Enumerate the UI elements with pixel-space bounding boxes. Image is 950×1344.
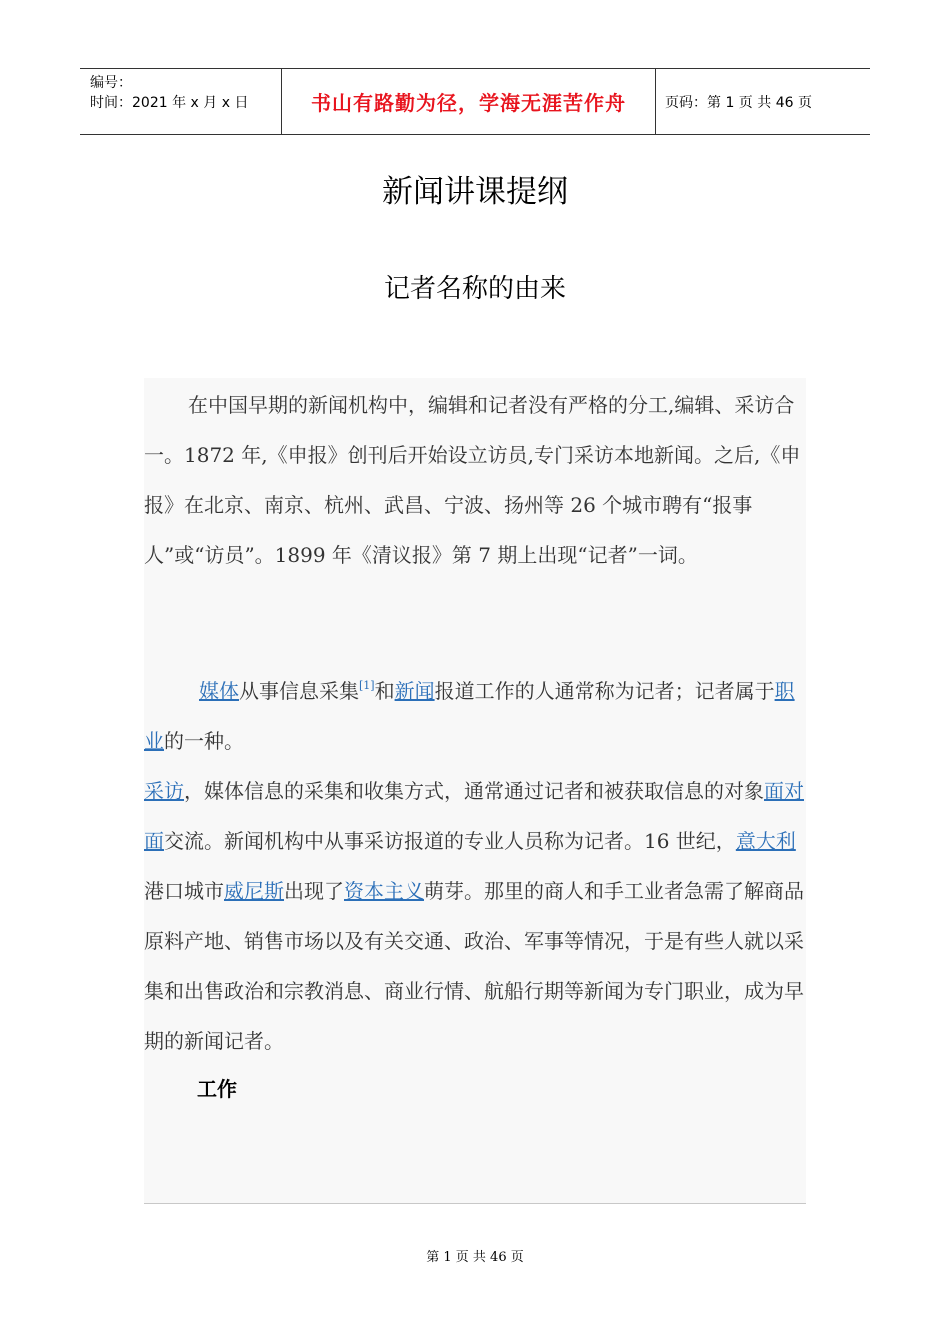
link-media[interactable]: 媒体	[199, 679, 239, 703]
paragraph-definition	[144, 666, 806, 766]
time-label: 时间：2021 年 x 月 x 日	[90, 95, 249, 111]
text-segment: 报道工作的人通常称为记者；记者属于	[434, 679, 775, 703]
header-meta	[80, 69, 282, 134]
reference-marker[interactable]: [1]	[359, 679, 375, 692]
header-page-info: 页码：第 1 页 共 46 页	[665, 94, 812, 111]
text-segment: 萌芽。那里的商人和手工业者急需了解商品原料产地、销售市场以及有关交通、政治、军事等情况，于是有些人就以采集和出售政治和宗教消息、商业行情、航船行期等新闻为专门职业，成为早期的新闻记者。	[144, 879, 804, 1053]
link-face-to-face[interactable]: 面对面	[144, 779, 804, 853]
text-segment: 出现了	[284, 879, 344, 903]
paragraph-interview	[144, 766, 806, 1066]
link-interview[interactable]: 采访	[144, 779, 184, 803]
link-italy[interactable]: 意大利	[735, 829, 796, 853]
content-block	[144, 378, 806, 1204]
text-segment: 交流。新闻机构中从事采访报道的专业人员称为记者。16 世纪，	[164, 829, 736, 853]
page-footer: 第 1 页 共 46 页	[426, 1250, 524, 1265]
section-subtitle: 记者名称的由来	[383, 274, 566, 304]
link-capitalism[interactable]: 资本主义	[344, 879, 424, 903]
section-heading-work: 工作	[197, 1077, 237, 1101]
text-segment: ，媒体信息的采集和收集方式，通常通过记者和被获取信息的对象	[184, 779, 764, 803]
link-profession[interactable]: 职业	[144, 679, 795, 753]
text-segment: 和	[374, 679, 395, 703]
text-segment: 港口城市	[144, 879, 224, 903]
number-label: 编号：	[90, 75, 132, 91]
header-motto: 书山有路勤为径，学海无涯苦作舟	[282, 69, 656, 134]
link-news[interactable]: 新闻	[394, 679, 435, 703]
link-venice[interactable]: 威尼斯	[224, 879, 284, 903]
paragraph-intro: 在中国早期的新闻机构中，编辑和记者没有严格的分工,编辑、采访合一。1872 年,《申报》创刊后开始设立访员,专门采访本地新闻。之后,《申报》在北京、南京、杭州、武昌、宁波、扬州等 26 个城市聘有“报事人”或“访员”。1899 年《清议报》第 7 期上出现“记者”一词。	[144, 393, 801, 567]
document-title: 新闻讲课提纲	[382, 174, 568, 210]
text-segment: 的一种。	[164, 729, 244, 753]
text-segment: 从事信息采集	[239, 679, 359, 703]
header-table	[80, 68, 870, 135]
